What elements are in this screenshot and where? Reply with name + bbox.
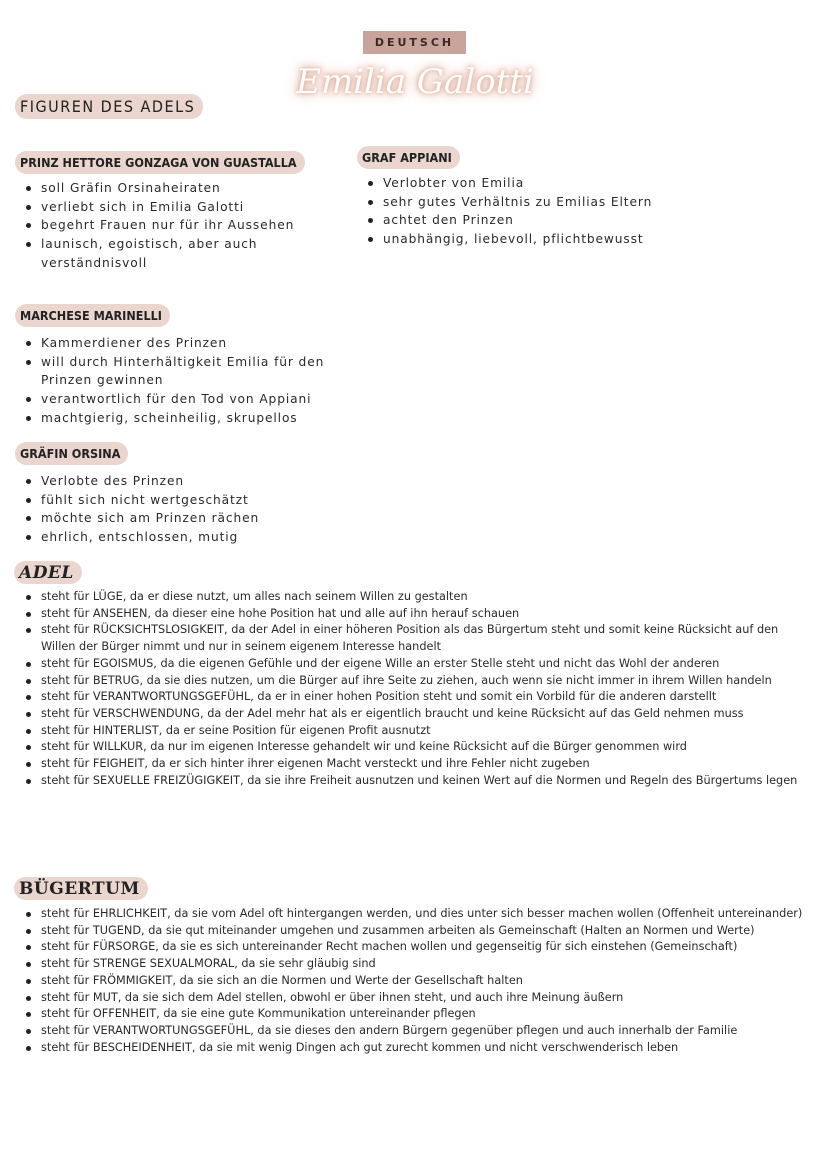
list-item: soll Gräfin Orsinaheiraten bbox=[21, 179, 341, 198]
list-item: steht für WILLKUR, da nur im eigenen Interesse gehandelt wir und keine Rücksicht auf die Bürger genommen wird bbox=[21, 739, 811, 756]
adel-list bbox=[21, 589, 811, 789]
character-heading-marinelli: MARCHESE MARINELLI bbox=[15, 304, 170, 327]
list-item: ehrlich, entschlossen, mutig bbox=[21, 528, 341, 547]
list-item: steht für OFFENHEIT, da sie eine gute Kommunikation untereinander pflegen bbox=[21, 1006, 811, 1023]
character-list-marinelli bbox=[21, 334, 341, 428]
list-item: steht für EHRLICHKEIT, da sie vom Adel oft hintergangen werden, und dies unter sich besser machen wollen (Offenheit untereinander) bbox=[21, 906, 811, 923]
list-item: unabhängig, liebevoll, pflichtbewusst bbox=[363, 230, 803, 249]
list-item: möchte sich am Prinzen rächen bbox=[21, 509, 341, 528]
character-list-appiani bbox=[363, 174, 803, 249]
list-item: begehrt Frauen nur für ihr Aussehen bbox=[21, 216, 341, 235]
list-item: steht für FEIGHEIT, da er sich hinter ihrer eigenen Macht versteckt und ihre Fehler nicht zugeben bbox=[21, 756, 811, 773]
list-item: launisch, egoistisch, aber auch verständnisvoll bbox=[21, 235, 341, 272]
list-item: steht für STRENGE SEXUALMORAL, da sie sehr gläubig sind bbox=[21, 956, 811, 973]
list-item: steht für FRÖMMIGKEIT, da sie sich an die Normen und Werte der Gesellschaft halten bbox=[21, 973, 811, 990]
list-item: machtgierig, scheinheilig, skrupellos bbox=[21, 409, 341, 428]
list-item: steht für TUGEND, da sie qut miteinander umgehen und zusammen arbeiten als Gemeinschaft (Halten an Normen und Werte) bbox=[21, 923, 811, 940]
list-item: steht für VERANTWORTUNGSGEFÜHL, da sie dieses den andern Bürgern gegenüber pflegen und auch innerhalb der Familie bbox=[21, 1023, 811, 1040]
list-item: steht für VERSCHWENDUNG, da der Adel mehr hat als er eigentlich braucht und keine Rücksicht auf das Geld nehmen muss bbox=[21, 706, 811, 723]
list-item: steht für VERANTWORTUNGSGEFÜHL, da er in einer hohen Position steht und somit ein Vorbild für die anderen darstellt bbox=[21, 689, 811, 706]
list-item: steht für RÜCKSICHTSLOSIGKEIT, da der Adel in einer höheren Position als das Bürgertum steht und somit keine Rücksicht auf den Willen der Bürger nimmt und nur in seinem eigenem Interesse handelt bbox=[21, 622, 811, 655]
list-item: steht für FÜRSORGE, da sie es sich untereinander Recht machen wollen und gegenseitig für sich einstehen (Gemeinschaft) bbox=[21, 939, 811, 956]
list-item: Kammerdiener des Prinzen bbox=[21, 334, 341, 353]
character-heading-orsina: GRÄFIN ORSINA bbox=[15, 442, 128, 465]
character-heading-appiani: GRAF APPIANI bbox=[357, 146, 460, 169]
section-heading-buergertum: BÜGERTUM bbox=[14, 877, 148, 900]
list-item: sehr gutes Verhältnis zu Emilias Eltern bbox=[363, 193, 803, 212]
character-list-orsina bbox=[21, 472, 341, 547]
list-item: steht für LÜGE, da er diese nutzt, um alles nach seinem Willen zu gestalten bbox=[21, 589, 811, 606]
section-heading-adel: ADEL bbox=[14, 561, 82, 584]
list-item: achtet den Prinzen bbox=[363, 211, 803, 230]
list-item: fühlt sich nicht wertgeschätzt bbox=[21, 491, 341, 510]
list-item: steht für MUT, da sie sich dem Adel stellen, obwohl er über ihnen steht, und auch ihre Meinung äußern bbox=[21, 990, 811, 1007]
list-item: Verlobter von Emilia bbox=[363, 174, 803, 193]
list-item: verliebt sich in Emilia Galotti bbox=[21, 198, 341, 217]
list-item: steht für ANSEHEN, da dieser eine hohe Position hat und alle auf ihn herauf schauen bbox=[21, 606, 811, 623]
character-heading-prinz: PRINZ HETTORE GONZAGA VON GUASTALLA bbox=[15, 151, 305, 174]
list-item: will durch Hinterhältigkeit Emilia für den Prinzen gewinnen bbox=[21, 353, 341, 390]
buergertum-list bbox=[21, 906, 811, 1056]
character-list-prinz bbox=[21, 179, 341, 273]
list-item: Verlobte des Prinzen bbox=[21, 472, 341, 491]
list-item: steht für BETRUG, da sie dies nutzen, um die Bürger auf ihre Seite zu ziehen, auch wenn sie nicht immer in ihrem Willen handeln bbox=[21, 673, 811, 690]
list-item: steht für BESCHEIDENHEIT, da sie mit wenig Dingen ach gut zurecht kommen und nicht verschwenderisch leben bbox=[21, 1040, 811, 1057]
list-item: steht für EGOISMUS, da die eigenen Gefühle und der eigene Wille an erster Stelle steht und nicht das Wohl der anderen bbox=[21, 656, 811, 673]
list-item: steht für HINTERLIST, da er seine Position für eigenen Profit ausnutzt bbox=[21, 723, 811, 740]
subject-badge: DEUTSCH bbox=[363, 31, 466, 54]
section-heading-nobility: FIGUREN DES ADELS bbox=[15, 94, 203, 119]
list-item: steht für SEXUELLE FREIZÜGIGKEIT, da sie ihre Freiheit ausnutzen und keinen Wert auf die Normen und Regeln des Bürgertums legen bbox=[21, 773, 811, 790]
list-item: verantwortlich für den Tod von Appiani bbox=[21, 390, 341, 409]
document-title: Emilia Galotti bbox=[296, 62, 534, 102]
